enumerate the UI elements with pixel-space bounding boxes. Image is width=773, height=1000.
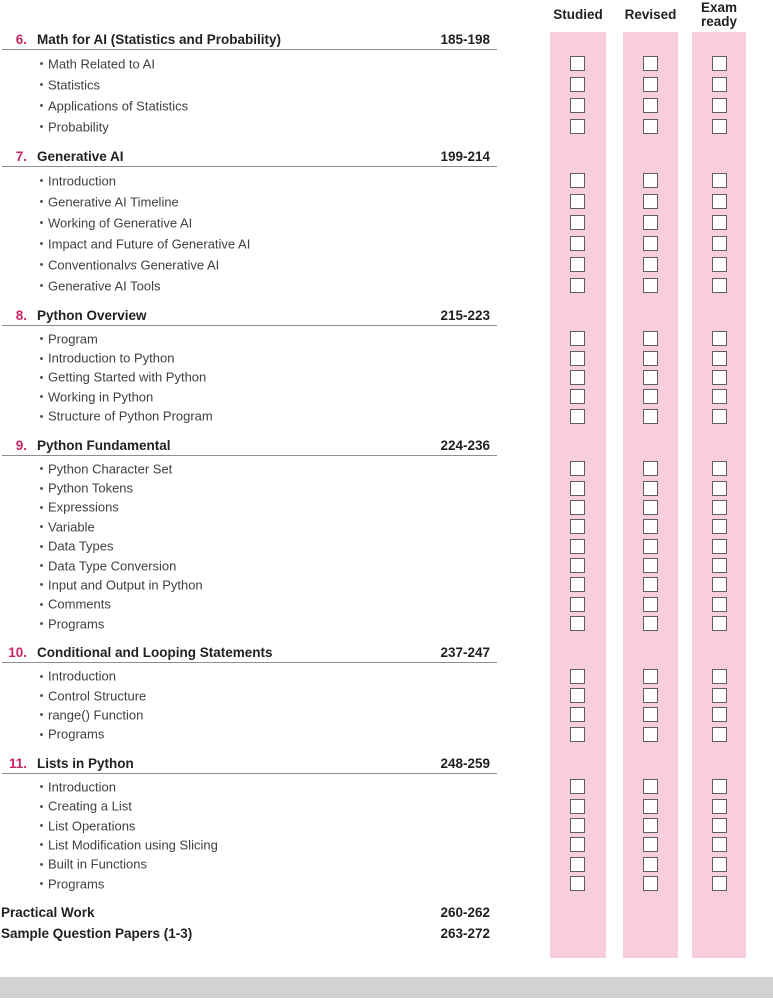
topic-row (0, 705, 773, 724)
topic-row (0, 874, 773, 893)
topic-label: Structure of Python Program (48, 408, 213, 424)
topic-label: Built in Functions (48, 856, 147, 872)
revised-checkbox[interactable] (643, 577, 658, 592)
topic-row (0, 498, 773, 517)
topic-label: Statistics (48, 77, 101, 92)
topic-label: Impact and Future of Generative AI (48, 236, 251, 251)
exam-ready-checkbox[interactable] (712, 98, 727, 113)
chapter-row (0, 754, 773, 774)
bullet-icon (40, 179, 43, 182)
exam-ready-checkbox[interactable] (712, 278, 727, 293)
topic-label: Applications of Statistics (48, 98, 189, 113)
bullet-icon (40, 603, 43, 606)
revised-checkbox[interactable] (643, 876, 658, 891)
column-header-revised: Revised (624, 7, 677, 22)
studied-checkbox[interactable] (570, 236, 585, 251)
studied-checkbox[interactable] (570, 519, 585, 534)
topic-row (0, 407, 773, 426)
topic-row (0, 254, 773, 275)
bullet-icon (40, 104, 43, 107)
revised-checkbox[interactable] (643, 688, 658, 703)
bullet-icon (40, 733, 43, 736)
topic-row (0, 95, 773, 116)
topic-row (0, 74, 773, 95)
bullet-icon (40, 125, 43, 128)
chapter-underline (2, 662, 497, 663)
exam-ready-checkbox[interactable] (712, 409, 727, 424)
topic-label: Data Types (48, 538, 114, 554)
topic-row (0, 478, 773, 497)
topic-label: Working in Python (48, 389, 154, 405)
bullet-icon (40, 843, 43, 846)
bullet-icon (40, 83, 43, 86)
studied-checkbox[interactable] (570, 278, 585, 293)
revised-checkbox[interactable] (643, 519, 658, 534)
bullet-icon (40, 415, 43, 418)
topic-label: range() Function (48, 707, 144, 723)
revised-checkbox[interactable] (643, 799, 658, 814)
revised-checkbox[interactable] (643, 669, 658, 684)
bullet-icon (40, 200, 43, 203)
exam-ready-checkbox[interactable] (712, 215, 727, 230)
bullet-icon (40, 263, 43, 266)
bullet-icon (40, 221, 43, 224)
bullet-icon (40, 863, 43, 866)
exam-ready-checkbox[interactable] (712, 688, 727, 703)
revised-checkbox[interactable] (643, 236, 658, 251)
studied-checkbox[interactable] (570, 194, 585, 209)
chapter-pages: 185-198 (440, 32, 490, 47)
exam-ready-checkbox[interactable] (712, 558, 727, 573)
exam-ready-checkbox[interactable] (712, 331, 727, 346)
topic-label: Program (48, 331, 98, 347)
topic-row (0, 368, 773, 387)
chapter-title: Conditional and Looping Statements (37, 645, 273, 661)
exam-ready-checkbox[interactable] (712, 119, 727, 134)
studied-checkbox[interactable] (570, 857, 585, 872)
topic-label: Data Type Conversion (48, 558, 177, 574)
exam-ready-checkbox[interactable] (712, 481, 727, 496)
bullet-icon (40, 564, 43, 567)
chapter-pages: 199-214 (440, 149, 490, 164)
revised-checkbox[interactable] (643, 119, 658, 134)
exam-ready-checkbox[interactable] (712, 539, 727, 554)
revised-checkbox[interactable] (643, 409, 658, 424)
exam-ready-checkbox[interactable] (712, 173, 727, 188)
exam-ready-checkbox[interactable] (712, 194, 727, 209)
revised-checkbox[interactable] (643, 257, 658, 272)
topic-row (0, 387, 773, 406)
topic-label: Programs (48, 616, 105, 632)
studied-checkbox[interactable] (570, 370, 585, 385)
topic-label: Variable (48, 519, 95, 535)
studied-checkbox[interactable] (570, 119, 585, 134)
studied-checkbox[interactable] (570, 56, 585, 71)
exam-ready-checkbox[interactable] (712, 597, 727, 612)
exam-ready-checkbox[interactable] (712, 519, 727, 534)
studied-checkbox[interactable] (570, 727, 585, 742)
topic-label: List Modification using Slicing (48, 837, 218, 853)
bullet-icon (40, 62, 43, 65)
studied-checkbox[interactable] (570, 461, 585, 476)
topic-row (0, 816, 773, 835)
studied-checkbox[interactable] (570, 779, 585, 794)
topic-label: Expressions (48, 499, 119, 515)
revised-checkbox[interactable] (643, 818, 658, 833)
studied-checkbox[interactable] (570, 688, 585, 703)
bullet-icon (40, 622, 43, 625)
exam-ready-checkbox[interactable] (712, 56, 727, 71)
studied-checkbox[interactable] (570, 876, 585, 891)
column-header-studied: Studied (553, 7, 603, 22)
revised-checkbox[interactable] (643, 331, 658, 346)
topic-row (0, 575, 773, 594)
studied-checkbox[interactable] (570, 481, 585, 496)
studied-checkbox[interactable] (570, 539, 585, 554)
revised-checkbox[interactable] (643, 539, 658, 554)
chapter-number: 6. (15, 32, 27, 47)
bullet-icon (40, 545, 43, 548)
exam-ready-checkbox[interactable] (712, 370, 727, 385)
studied-checkbox[interactable] (570, 597, 585, 612)
topic-row (0, 212, 773, 233)
chapter-pages: 248-259 (440, 756, 490, 772)
studied-checkbox[interactable] (570, 707, 585, 722)
exam-ready-checkbox[interactable] (712, 799, 727, 814)
revised-checkbox[interactable] (643, 77, 658, 92)
chapter-title: Python Overview (37, 308, 147, 323)
revised-checkbox[interactable] (643, 500, 658, 515)
bottom-bar (0, 977, 773, 998)
chapter-title: Lists in Python (37, 756, 134, 772)
exam-ready-checkbox[interactable] (712, 389, 727, 404)
topic-label: Control Structure (48, 688, 147, 704)
topic-row (0, 191, 773, 212)
toc-list (0, 30, 773, 944)
topic-row (0, 556, 773, 575)
revised-checkbox[interactable] (643, 278, 658, 293)
exam-ready-checkbox[interactable] (712, 818, 727, 833)
revised-checkbox[interactable] (643, 461, 658, 476)
bullet-icon (40, 713, 43, 716)
chapter-number: 10. (8, 645, 27, 661)
exam-ready-checkbox[interactable] (712, 727, 727, 742)
chapter-row (0, 30, 773, 50)
revised-checkbox[interactable] (643, 370, 658, 385)
chapter-pages: 237-247 (440, 645, 490, 661)
exam-ready-checkbox[interactable] (712, 236, 727, 251)
studied-checkbox[interactable] (570, 98, 585, 113)
exam-ready-checkbox[interactable] (712, 779, 727, 794)
topic-row (0, 459, 773, 478)
column-header-exam-ready: Exam ready (700, 0, 738, 29)
chapter-pages: 224-236 (440, 437, 490, 453)
topic-label: Python Tokens (48, 480, 134, 496)
topic-label: Getting Started with Python (48, 369, 207, 385)
exam-ready-checkbox[interactable] (712, 257, 727, 272)
revised-checkbox[interactable] (643, 558, 658, 573)
revised-checkbox[interactable] (643, 215, 658, 230)
revised-checkbox[interactable] (643, 194, 658, 209)
studied-checkbox[interactable] (570, 799, 585, 814)
topic-row (0, 275, 773, 296)
topic-label: List Operations (48, 818, 136, 833)
revised-checkbox[interactable] (643, 481, 658, 496)
footer-entry-row (0, 903, 773, 923)
bullet-icon (40, 675, 43, 678)
bullet-icon (40, 525, 43, 528)
topic-label: Probability (48, 119, 109, 134)
chapter-underline (2, 166, 497, 167)
chapter-title: Generative AI (37, 149, 124, 164)
topic-label: Math Related to AI (48, 56, 155, 71)
studied-checkbox[interactable] (570, 616, 585, 631)
studied-checkbox[interactable] (570, 818, 585, 833)
exam-ready-checkbox[interactable] (712, 857, 727, 872)
footer-entry-row (0, 924, 773, 944)
exam-ready-checkbox[interactable] (712, 500, 727, 515)
topic-label: Comments (48, 596, 111, 612)
revised-checkbox[interactable] (643, 56, 658, 71)
bullet-icon (40, 337, 43, 340)
studied-checkbox[interactable] (570, 215, 585, 230)
topic-row (0, 537, 773, 556)
chapter-row (0, 436, 773, 456)
topic-label: Input and Output in Python (48, 577, 203, 593)
topic-label: Introduction (48, 668, 116, 684)
topic-row (0, 835, 773, 854)
exam-ready-checkbox[interactable] (712, 461, 727, 476)
studied-checkbox[interactable] (570, 257, 585, 272)
topic-label: Generative AI Timeline (48, 194, 179, 209)
bullet-icon (40, 487, 43, 490)
revised-checkbox[interactable] (643, 616, 658, 631)
studied-checkbox[interactable] (570, 409, 585, 424)
chapter-pages: 215-223 (440, 308, 490, 323)
bullet-icon (40, 694, 43, 697)
revised-checkbox[interactable] (643, 597, 658, 612)
exam-ready-checkbox[interactable] (712, 351, 727, 366)
studied-checkbox[interactable] (570, 837, 585, 852)
chapter-row (0, 643, 773, 663)
topic-label: Introduction to Python (48, 350, 175, 366)
exam-ready-checkbox[interactable] (712, 837, 727, 852)
topic-label: Programs (48, 876, 105, 892)
bullet-icon (40, 824, 43, 827)
bullet-icon (40, 242, 43, 245)
revised-checkbox[interactable] (643, 727, 658, 742)
topic-row (0, 595, 773, 614)
chapter-title: Python Fundamental (37, 437, 171, 453)
chapter-number: 7. (15, 149, 27, 164)
footer-entry-pages: 260-262 (440, 905, 490, 921)
bullet-icon (40, 785, 43, 788)
exam-ready-checkbox[interactable] (712, 876, 727, 891)
topic-label: Introduction (48, 779, 116, 795)
topic-row (0, 686, 773, 705)
bullet-icon (40, 506, 43, 509)
chapter-title: Math for AI (Statistics and Probability) (37, 32, 282, 47)
studied-checkbox[interactable] (570, 500, 585, 515)
chapter-number: 11. (8, 756, 27, 772)
topic-label: Programs (48, 726, 105, 742)
chapter-row (0, 147, 773, 167)
bullet-icon (40, 805, 43, 808)
revised-checkbox[interactable] (643, 857, 658, 872)
topic-row (0, 796, 773, 815)
studied-checkbox[interactable] (570, 558, 585, 573)
exam-ready-checkbox[interactable] (712, 577, 727, 592)
topic-row (0, 855, 773, 874)
topic-row (0, 233, 773, 254)
revised-checkbox[interactable] (643, 173, 658, 188)
chapter-row (0, 306, 773, 326)
exam-ready-checkbox[interactable] (712, 707, 727, 722)
topic-row (0, 53, 773, 74)
studied-checkbox[interactable] (570, 331, 585, 346)
studied-checkbox[interactable] (570, 351, 585, 366)
chapter-underline (2, 325, 497, 326)
studied-checkbox[interactable] (570, 577, 585, 592)
bullet-icon (40, 467, 43, 470)
studied-checkbox[interactable] (570, 669, 585, 684)
studied-checkbox[interactable] (570, 389, 585, 404)
footer-entry-title: Practical Work (1, 905, 95, 921)
topic-row (0, 777, 773, 796)
topic-label: Python Character Set (48, 461, 173, 477)
revised-checkbox[interactable] (643, 707, 658, 722)
topic-row (0, 517, 773, 536)
exam-ready-checkbox[interactable] (712, 77, 727, 92)
chapter-underline (2, 455, 497, 456)
bullet-icon (40, 284, 43, 287)
bullet-icon (40, 357, 43, 360)
topic-row (0, 666, 773, 685)
bullet-icon (40, 376, 43, 379)
bullet-icon (40, 583, 43, 586)
chapter-underline (2, 773, 497, 774)
studied-checkbox[interactable] (570, 77, 585, 92)
exam-ready-checkbox[interactable] (712, 669, 727, 684)
footer-entry-pages: 263-272 (440, 926, 490, 942)
topic-row (0, 170, 773, 191)
chapter-underline (2, 49, 497, 50)
topic-label: Generative AI Tools (48, 278, 161, 293)
exam-ready-checkbox[interactable] (712, 616, 727, 631)
topic-row (0, 329, 773, 348)
topic-row (0, 614, 773, 633)
topic-label: Introduction (48, 173, 116, 188)
topic-label: Creating a List (48, 798, 132, 814)
revised-checkbox[interactable] (643, 389, 658, 404)
footer-entry-title: Sample Question Papers (1-3) (1, 926, 193, 942)
topic-row (0, 725, 773, 744)
topic-label: Conventionalvs Generative AI (48, 257, 220, 272)
revised-checkbox[interactable] (643, 98, 658, 113)
chapter-number: 9. (15, 437, 27, 453)
topic-label: Working of Generative AI (48, 215, 193, 230)
revised-checkbox[interactable] (643, 351, 658, 366)
revised-checkbox[interactable] (643, 837, 658, 852)
topic-row (0, 116, 773, 137)
studied-checkbox[interactable] (570, 173, 585, 188)
bullet-icon (40, 395, 43, 398)
topic-row (0, 348, 773, 367)
revised-checkbox[interactable] (643, 779, 658, 794)
bullet-icon (40, 882, 43, 885)
chapter-number: 8. (15, 308, 27, 323)
